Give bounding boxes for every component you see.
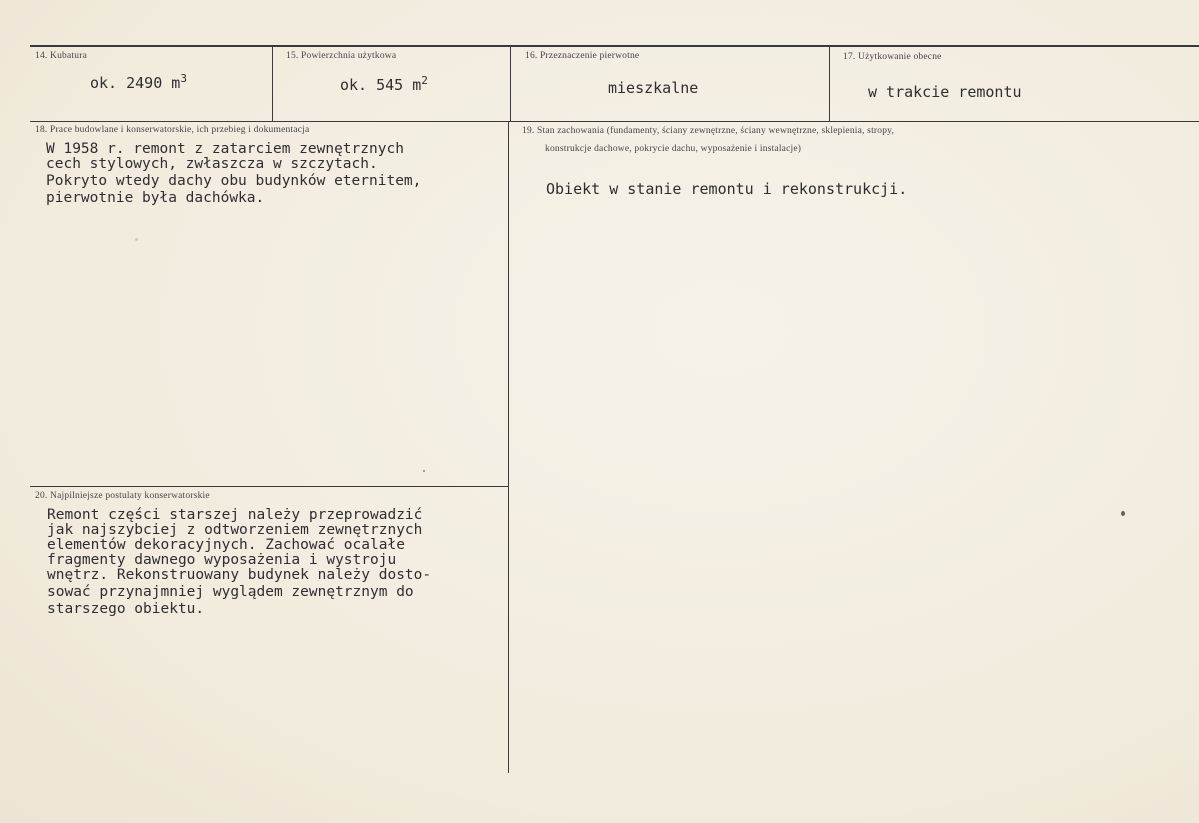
- field-20-line: sować przynajmniej wyglądem zewnętrznym do: [47, 584, 414, 600]
- center-divider: [508, 121, 509, 773]
- field-15-label: 15. Powierzchnia użytkowa: [286, 51, 397, 61]
- paper-speck: [1121, 511, 1125, 516]
- field-18-line: Pokryto wtedy dachy obu budynków eternitem,: [46, 173, 422, 189]
- field-20-line: elementów dekoracyjnych. Zachować ocalałe: [47, 537, 405, 553]
- row1-rule: [30, 121, 1199, 122]
- field-20-label: 20. Najpilniejsze postulaty konserwatorskie: [35, 491, 210, 501]
- field-18-line: pierwotnie była dachówka.: [46, 190, 265, 206]
- field-15-exponent: 2: [421, 74, 428, 87]
- field-15-value: [340, 74, 428, 94]
- field-17-value: w trakcie remontu: [868, 83, 1022, 101]
- field-19-label-cont: konstrukcje dachowe, pokrycie dachu, wyposażenie i instalacje): [545, 144, 802, 154]
- field-16-value: mieszkalne: [608, 79, 699, 97]
- field-18-line: W 1958 r. remont z zatarciem zewnętrznych: [46, 141, 404, 157]
- field-18-label: 18. Prace budowlane i konserwatorskie, ich przebieg i dokumentacja: [35, 125, 310, 135]
- row2-rule: [30, 486, 508, 487]
- field-18-line: cech stylowych, zwłaszcza w szczytach.: [46, 156, 378, 172]
- field-20-line: Remont części starszej należy przeprowadzić: [47, 507, 423, 523]
- top-rule: [30, 45, 1199, 47]
- field-19-value: Obiekt w stanie remontu i rekonstrukcji.: [546, 180, 908, 198]
- field-20-line: wnętrz. Rekonstruowany budynek należy dosto-: [47, 567, 432, 583]
- paper-speck: [423, 470, 425, 472]
- field-16-label: 16. Przeznaczenie pierwotne: [525, 51, 640, 61]
- field-15-number: ok. 545 m: [340, 76, 422, 94]
- field-20-line: fragmenty dawnego wyposażenia i wystroju: [47, 552, 397, 568]
- field-14-value: [90, 72, 187, 92]
- field-14-label: 14. Kubatura: [35, 51, 87, 61]
- divider-15-16: [510, 45, 511, 121]
- field-14-exponent: 3: [180, 72, 187, 85]
- field-19-label: 19. Stan zachowania (fundamenty, ściany zewnętrzne, ściany wewnętrzne, sklepienia, stropy,: [522, 126, 895, 136]
- field-20-line: starszego obiektu.: [47, 601, 205, 617]
- field-17-label: 17. Użytkowanie obecne: [843, 52, 942, 62]
- divider-16-17: [829, 45, 830, 121]
- field-20-text: [47, 508, 431, 617]
- field-18-text: [46, 142, 421, 206]
- field-14-number: ok. 2490 m: [90, 74, 181, 92]
- paper-speck: [135, 238, 138, 241]
- divider-14-15: [272, 45, 273, 121]
- field-20-line: jak najszybciej z odtworzeniem zewnętrznych: [47, 522, 423, 538]
